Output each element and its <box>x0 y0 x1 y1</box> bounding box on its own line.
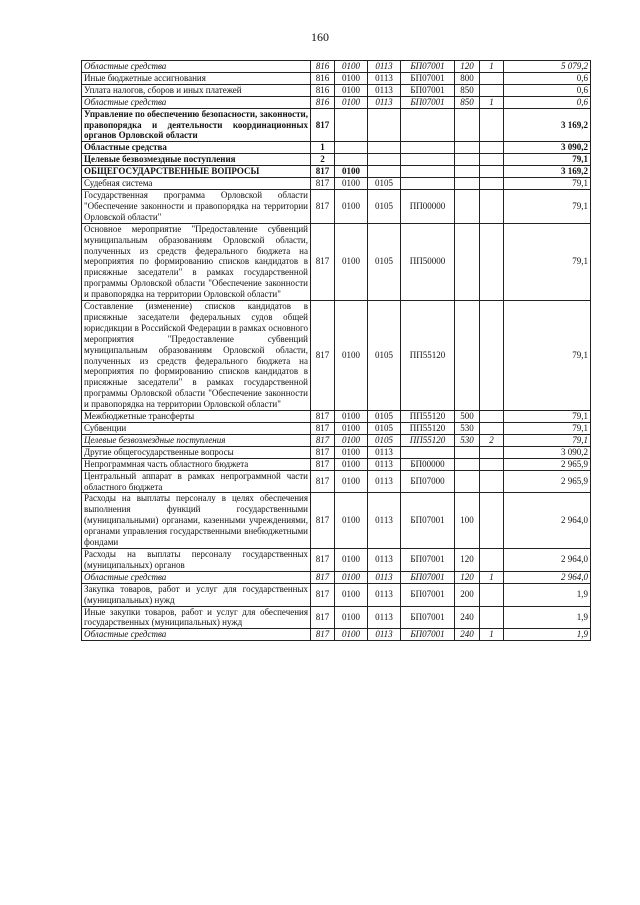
target-item-code-cell: БП07001 <box>401 493 455 549</box>
section-code-cell: 0100 <box>335 629 368 641</box>
subsection-code-cell: 0113 <box>368 96 401 108</box>
section-code-cell: 0100 <box>335 84 368 96</box>
row-name-cell: Целевые безвозмездные поступления <box>82 154 311 166</box>
funding-source-code-cell: 1 <box>480 571 504 583</box>
amount-cell: 0,6 <box>504 96 591 108</box>
amount-cell: 1,9 <box>504 583 591 606</box>
expense-type-code-cell: 800 <box>455 72 480 84</box>
row-name-cell: Расходы на выплаты персоналу государственных (муниципальных) органов <box>82 548 311 571</box>
table-row <box>82 411 591 423</box>
section-code-cell: 0100 <box>335 61 368 73</box>
row-name-cell: Межбюджетные трансферты <box>82 411 311 423</box>
expense-type-code-cell <box>455 178 480 190</box>
target-item-code-cell: ПП55120 <box>401 301 455 411</box>
expense-type-code-cell <box>455 223 480 300</box>
amount-cell: 0,6 <box>504 84 591 96</box>
funding-source-code-cell <box>480 606 504 629</box>
ministry-code-cell: 817 <box>311 470 335 493</box>
target-item-code-cell: БП07001 <box>401 548 455 571</box>
funding-source-code-cell: 1 <box>480 61 504 73</box>
row-name-cell: Государственная программа Орловской области "Обеспечение законности и правопорядка на территории Орловской области" <box>82 189 311 223</box>
subsection-code-cell <box>368 166 401 178</box>
section-code-cell <box>335 108 368 142</box>
section-code-cell: 0100 <box>335 434 368 446</box>
funding-source-code-cell <box>480 72 504 84</box>
row-name-cell: ОБЩЕГОСУДАРСТВЕННЫЕ ВОПРОСЫ <box>82 166 311 178</box>
section-code-cell: 0100 <box>335 493 368 549</box>
target-item-code-cell: БП07001 <box>401 84 455 96</box>
row-name-cell: Расходы на выплаты персоналу в целях обеспечения выполнения функций государственными (муниципальными) органами, казенными учреждениями, органами управления государственными внебюджетными фондами <box>82 493 311 549</box>
amount-cell: 0,6 <box>504 72 591 84</box>
target-item-code-cell <box>401 154 455 166</box>
ministry-code-cell: 817 <box>311 301 335 411</box>
expense-type-code-cell: 120 <box>455 548 480 571</box>
funding-source-code-cell <box>480 108 504 142</box>
target-item-code-cell: ПП55120 <box>401 411 455 423</box>
ministry-code-cell: 817 <box>311 606 335 629</box>
expense-type-code-cell: 530 <box>455 423 480 435</box>
subsection-code-cell: 0105 <box>368 301 401 411</box>
target-item-code-cell: ПП55120 <box>401 423 455 435</box>
target-item-code-cell: БП07001 <box>401 61 455 73</box>
row-name-cell: Областные средства <box>82 571 311 583</box>
expense-type-code-cell <box>455 446 480 458</box>
subsection-code-cell: 0113 <box>368 458 401 470</box>
table-row <box>82 458 591 470</box>
ministry-code-cell: 817 <box>311 178 335 190</box>
target-item-code-cell: БП07001 <box>401 96 455 108</box>
budget-table <box>81 60 591 641</box>
ministry-code-cell: 817 <box>311 571 335 583</box>
amount-cell: 79,1 <box>504 423 591 435</box>
row-name-cell: Областные средства <box>82 61 311 73</box>
expense-type-code-cell <box>455 470 480 493</box>
amount-cell: 5 079,2 <box>504 61 591 73</box>
row-name-cell: Непрограммная часть областного бюджета <box>82 458 311 470</box>
subsection-code-cell: 0105 <box>368 223 401 300</box>
amount-cell: 79,1 <box>504 178 591 190</box>
funding-source-code-cell <box>480 301 504 411</box>
table-row <box>82 470 591 493</box>
section-code-cell: 0100 <box>335 583 368 606</box>
amount-cell: 79,1 <box>504 301 591 411</box>
funding-source-code-cell <box>480 84 504 96</box>
expense-type-code-cell: 240 <box>455 606 480 629</box>
funding-source-code-cell <box>480 166 504 178</box>
subsection-code-cell: 0113 <box>368 606 401 629</box>
target-item-code-cell: БП07001 <box>401 583 455 606</box>
expense-type-code-cell <box>455 154 480 166</box>
row-name-cell: Составление (изменение) списков кандидатов в присяжные заседатели федеральных судов общей юрисдикции в Российской Федерации в рамках основного мероприятия "Предоставление субвенций муниципальным образованиям Орловской области, полученных из средств федерального бюджета на мероприятия по формированию списков кандидатов в присяжные заседатели" в рамках государственной программы Орловской области "Обеспечение законности и правопорядка на территории Орловской области" <box>82 301 311 411</box>
subsection-code-cell <box>368 154 401 166</box>
table-row <box>82 72 591 84</box>
target-item-code-cell <box>401 446 455 458</box>
row-name-cell: Судебная система <box>82 178 311 190</box>
section-code-cell: 0100 <box>335 548 368 571</box>
funding-source-code-cell <box>480 583 504 606</box>
table-row <box>82 96 591 108</box>
amount-cell: 2 965,9 <box>504 458 591 470</box>
subsection-code-cell: 0105 <box>368 411 401 423</box>
expense-type-code-cell <box>455 142 480 154</box>
table-row <box>82 301 591 411</box>
subsection-code-cell <box>368 108 401 142</box>
ministry-code-cell: 817 <box>311 223 335 300</box>
row-name-cell: Управление по обеспечению безопасности, законности, правопорядка и деятельности координационных органов Орловской области <box>82 108 311 142</box>
row-name-cell: Иные закупки товаров, работ и услуг для обеспечения государственных (муниципальных) нужд <box>82 606 311 629</box>
section-code-cell: 0100 <box>335 571 368 583</box>
target-item-code-cell: БП00000 <box>401 458 455 470</box>
funding-source-code-cell <box>480 154 504 166</box>
amount-cell: 79,1 <box>504 434 591 446</box>
funding-source-code-cell <box>480 458 504 470</box>
funding-source-code-cell <box>480 411 504 423</box>
ministry-code-cell: 817 <box>311 493 335 549</box>
subsection-code-cell: 0113 <box>368 629 401 641</box>
amount-cell: 79,1 <box>504 154 591 166</box>
subsection-code-cell: 0105 <box>368 178 401 190</box>
amount-cell: 79,1 <box>504 223 591 300</box>
section-code-cell: 0100 <box>335 470 368 493</box>
subsection-code-cell: 0113 <box>368 493 401 549</box>
row-name-cell: Уплата налогов, сборов и иных платежей <box>82 84 311 96</box>
funding-source-code-cell <box>480 423 504 435</box>
amount-cell: 3 090,2 <box>504 446 591 458</box>
subsection-code-cell: 0113 <box>368 571 401 583</box>
table-row <box>82 606 591 629</box>
amount-cell: 1,9 <box>504 629 591 641</box>
ministry-code-cell: 817 <box>311 166 335 178</box>
target-item-code-cell <box>401 108 455 142</box>
target-item-code-cell <box>401 166 455 178</box>
section-code-cell: 0100 <box>335 166 368 178</box>
table-row <box>82 223 591 300</box>
subsection-code-cell: 0113 <box>368 470 401 493</box>
table-row <box>82 446 591 458</box>
funding-source-code-cell <box>480 446 504 458</box>
table-row <box>82 142 591 154</box>
ministry-code-cell: 817 <box>311 629 335 641</box>
expense-type-code-cell: 100 <box>455 493 480 549</box>
section-code-cell <box>335 142 368 154</box>
funding-source-code-cell <box>480 223 504 300</box>
target-item-code-cell: ПП55120 <box>401 434 455 446</box>
amount-cell: 2 964,0 <box>504 571 591 583</box>
row-name-cell: Областные средства <box>82 142 311 154</box>
table-row <box>82 548 591 571</box>
subsection-code-cell: 0113 <box>368 583 401 606</box>
table-row <box>82 434 591 446</box>
table-row <box>82 84 591 96</box>
ministry-code-cell: 816 <box>311 61 335 73</box>
ministry-code-cell: 1 <box>311 142 335 154</box>
ministry-code-cell: 817 <box>311 434 335 446</box>
ministry-code-cell: 817 <box>311 446 335 458</box>
row-name-cell: Субвенции <box>82 423 311 435</box>
row-name-cell: Закупка товаров, работ и услуг для государственных (муниципальных) нужд <box>82 583 311 606</box>
section-code-cell: 0100 <box>335 458 368 470</box>
section-code-cell: 0100 <box>335 178 368 190</box>
section-code-cell: 0100 <box>335 423 368 435</box>
subsection-code-cell: 0105 <box>368 434 401 446</box>
expense-type-code-cell <box>455 108 480 142</box>
funding-source-code-cell <box>480 470 504 493</box>
expense-type-code-cell <box>455 189 480 223</box>
table-row <box>82 571 591 583</box>
funding-source-code-cell: 1 <box>480 96 504 108</box>
funding-source-code-cell <box>480 493 504 549</box>
expense-type-code-cell <box>455 166 480 178</box>
section-code-cell: 0100 <box>335 72 368 84</box>
section-code-cell: 0100 <box>335 189 368 223</box>
section-code-cell: 0100 <box>335 446 368 458</box>
section-code-cell: 0100 <box>335 411 368 423</box>
subsection-code-cell: 0113 <box>368 61 401 73</box>
subsection-code-cell: 0113 <box>368 84 401 96</box>
ministry-code-cell: 817 <box>311 583 335 606</box>
ministry-code-cell: 817 <box>311 548 335 571</box>
ministry-code-cell: 816 <box>311 96 335 108</box>
funding-source-code-cell <box>480 178 504 190</box>
row-name-cell: Областные средства <box>82 96 311 108</box>
amount-cell: 79,1 <box>504 411 591 423</box>
table-row <box>82 423 591 435</box>
subsection-code-cell: 0113 <box>368 72 401 84</box>
expense-type-code-cell: 850 <box>455 84 480 96</box>
ministry-code-cell: 817 <box>311 108 335 142</box>
table-row <box>82 583 591 606</box>
amount-cell: 79,1 <box>504 189 591 223</box>
row-name-cell: Центральный аппарат в рамках непрограммной части областного бюджета <box>82 470 311 493</box>
expense-type-code-cell: 240 <box>455 629 480 641</box>
page-number: 160 <box>311 30 329 44</box>
target-item-code-cell <box>401 178 455 190</box>
amount-cell: 2 965,9 <box>504 470 591 493</box>
amount-cell: 3 169,2 <box>504 108 591 142</box>
target-item-code-cell: БП07001 <box>401 606 455 629</box>
expense-type-code-cell: 530 <box>455 434 480 446</box>
section-code-cell <box>335 154 368 166</box>
row-name-cell: Основное мероприятие "Предоставление субвенций муниципальным образованиям Орловской области, полученных из средств федерального бюджета на мероприятия по формированию списков кандидатов в присяжные заседатели" в рамках государственной программы Орловской области "Обеспечение законности и правопорядка на территории Орловской области" <box>82 223 311 300</box>
funding-source-code-cell: 1 <box>480 629 504 641</box>
subsection-code-cell: 0113 <box>368 548 401 571</box>
amount-cell: 2 964,0 <box>504 548 591 571</box>
expense-type-code-cell: 120 <box>455 61 480 73</box>
row-name-cell: Целевые безвозмездные поступления <box>82 434 311 446</box>
ministry-code-cell: 817 <box>311 458 335 470</box>
amount-cell: 3 090,2 <box>504 142 591 154</box>
funding-source-code-cell <box>480 142 504 154</box>
table-row <box>82 166 591 178</box>
table-row <box>82 189 591 223</box>
row-name-cell: Другие общегосударственные вопросы <box>82 446 311 458</box>
expense-type-code-cell: 850 <box>455 96 480 108</box>
expense-type-code-cell: 500 <box>455 411 480 423</box>
amount-cell: 3 169,2 <box>504 166 591 178</box>
expense-type-code-cell: 200 <box>455 583 480 606</box>
section-code-cell: 0100 <box>335 96 368 108</box>
subsection-code-cell: 0113 <box>368 446 401 458</box>
expense-type-code-cell: 120 <box>455 571 480 583</box>
ministry-code-cell: 816 <box>311 84 335 96</box>
expense-type-code-cell <box>455 458 480 470</box>
section-code-cell: 0100 <box>335 606 368 629</box>
funding-source-code-cell <box>480 189 504 223</box>
table-row <box>82 108 591 142</box>
target-item-code-cell <box>401 142 455 154</box>
table-row <box>82 178 591 190</box>
target-item-code-cell: БП07000 <box>401 470 455 493</box>
row-name-cell: Иные бюджетные ассигнования <box>82 72 311 84</box>
section-code-cell: 0100 <box>335 301 368 411</box>
table-row <box>82 61 591 73</box>
subsection-code-cell: 0105 <box>368 189 401 223</box>
ministry-code-cell: 817 <box>311 423 335 435</box>
table-row <box>82 154 591 166</box>
target-item-code-cell: ПП50000 <box>401 223 455 300</box>
section-code-cell: 0100 <box>335 223 368 300</box>
table-row <box>82 493 591 549</box>
amount-cell: 2 964,0 <box>504 493 591 549</box>
table-row <box>82 629 591 641</box>
funding-source-code-cell <box>480 548 504 571</box>
target-item-code-cell: БП07001 <box>401 72 455 84</box>
target-item-code-cell: БП07001 <box>401 571 455 583</box>
expense-type-code-cell <box>455 301 480 411</box>
target-item-code-cell: ПП00000 <box>401 189 455 223</box>
row-name-cell: Областные средства <box>82 629 311 641</box>
ministry-code-cell: 816 <box>311 72 335 84</box>
subsection-code-cell: 0105 <box>368 423 401 435</box>
ministry-code-cell: 2 <box>311 154 335 166</box>
amount-cell: 1,9 <box>504 606 591 629</box>
target-item-code-cell: БП07001 <box>401 629 455 641</box>
funding-source-code-cell: 2 <box>480 434 504 446</box>
subsection-code-cell <box>368 142 401 154</box>
ministry-code-cell: 817 <box>311 189 335 223</box>
ministry-code-cell: 817 <box>311 411 335 423</box>
